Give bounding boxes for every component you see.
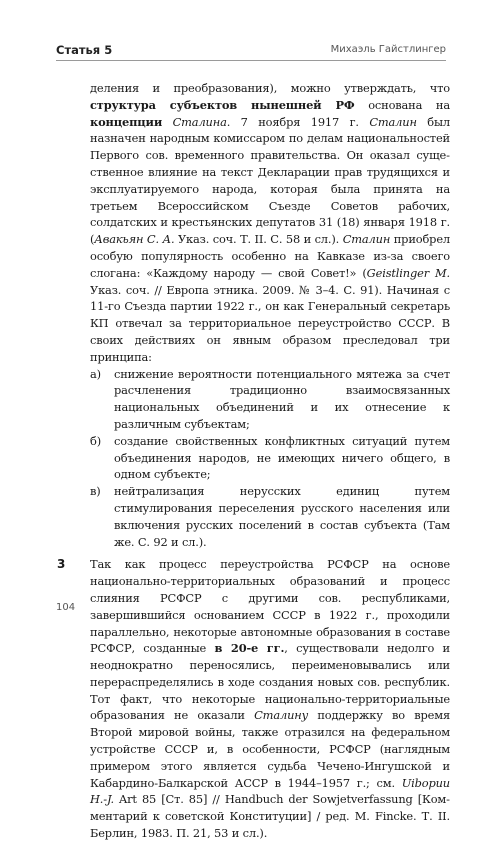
- bold-text: концепции: [90, 114, 163, 129]
- running-header: [56, 42, 446, 61]
- paragraph-1: [90, 80, 450, 366]
- text-run: , существовали недолго и неоднократно переносялись, переименовывались или перераспределялись в ходе создания новых сов. республик. Тот факт, что некоторые национально-территориальные образования не оказали: [90, 641, 450, 723]
- italic-text: Сталин: [342, 232, 391, 247]
- text-run: деления и преобразования), можно утверждать, что: [90, 81, 450, 95]
- bold-text: в 20-е гг.: [214, 641, 285, 656]
- author-name: Михаэль Гайстлингер: [330, 44, 446, 55]
- text-run: Указ. соч. // Европа этника. 2009. № 3–4. С. 91). Начиная с 11-го Съезда партии 1922 г., он как Генеральный секретарь КП отвечал за территориальное переустройство СССР. В своих действиях он явным образом преследовал три принципа:: [90, 282, 450, 364]
- section-number: 3: [57, 557, 66, 572]
- list-item-text: снижение вероятности потенциального мятежа за счет расчленения традиционно взаимосвязанных национальных объединений и их отнесение к различным субъектам;: [114, 366, 450, 431]
- text-run: Так как процесс переустройства РСФСР на основе национально-территориальных образований и процесс слияния РСФСР с другими сов. республиками, завершившийся основанием СССР в 1922 г., проходили параллельно, некоторые автономные образования в составе РСФСР, созданные: [90, 557, 450, 656]
- page-number: 104: [56, 602, 76, 613]
- bold-text: структура субъектов нынешней РФ: [90, 97, 355, 112]
- principles-list: [90, 366, 450, 551]
- list-item: [90, 483, 450, 550]
- list-item-text: нейтрализация нерусских единиц путем стимулирования переселения русского населения или включения русских поселений в состав субъекта (Там же. С. 92 и сл.).: [114, 484, 450, 549]
- list-item: [90, 433, 450, 483]
- italic-text: Uibopuu H.-J.: [90, 775, 450, 807]
- italic-text: Сталину: [254, 708, 309, 723]
- list-marker: в): [90, 484, 101, 499]
- text-run: [162, 115, 172, 129]
- text-run: Указ. соч. Т. II. С. 58 и сл.).: [174, 232, 343, 247]
- list-marker: а): [90, 366, 101, 381]
- list-item: [90, 366, 450, 433]
- paragraph-2: [90, 556, 450, 842]
- text-run: был назначен народным комиссаром по делам национальностей Первого сов. временного правительства. Он оказал существенное влияние на текст Декларации прав трудящихся и эксплуатируемого народа, которая была принята на третьем Всероссийском Съезде Советов рабочих, солдатских и крестьянских депутатов 31 (18) января 1918 г. (: [90, 114, 450, 247]
- text-run: приобрел особую популярность особенно на Кавказе из-за своего слогана: «Каждому народу — свой Совет!» (: [90, 232, 450, 280]
- italic-text: Сталин: [369, 114, 417, 129]
- text-run: Art 85 [Ст. 85] // Handbuch der Sowjetverfassung [Комментарий к советской Конституции] / ред. M. Fincke. Т. II. Берлин, 1983. П. 21, 53 и сл.).: [90, 792, 450, 841]
- text-run: основана на: [354, 97, 450, 112]
- list-item-text: создание свойственных конфликтных ситуаций путем объединения народов, не имеющих ничего общего, в одном субъекте;: [114, 433, 450, 482]
- article-label: Статья 5: [56, 43, 113, 57]
- italic-text: Авакьян С. А.: [94, 232, 175, 247]
- text-run: . 7 ноября 1917 г.: [226, 114, 370, 129]
- text-run: поддержку во время Второй мировой войны, также отразился на федеральном устройстве СССР и, в особенности, РСФСР (наглядным примером этого является судьба Чечено-Ингушской и Кабардино-Балкарской АССР в 1944–1957 г.; см.: [90, 708, 450, 790]
- italic-text: Сталина: [172, 114, 227, 129]
- italic-text: Geistlinger M.: [366, 265, 451, 280]
- list-marker: б): [90, 433, 102, 448]
